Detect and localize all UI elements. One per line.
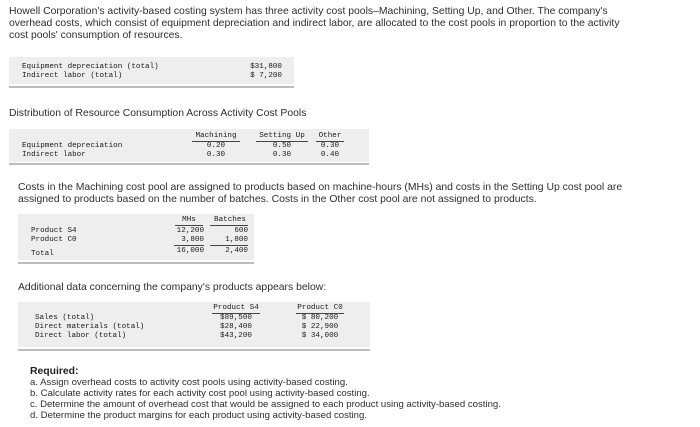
- column-header-mhs: MHs: [182, 216, 196, 224]
- product-label: Product C0: [31, 236, 77, 244]
- total-label: Total: [31, 250, 54, 258]
- additional-heading: Additional data concerning the company's products appears below:: [18, 282, 327, 293]
- costs-table-bottom-rule: [9, 86, 294, 88]
- distribution-table-bottom-rule: [9, 163, 369, 165]
- additional-cell: $89,500: [220, 314, 252, 322]
- subtotal-underline: [174, 245, 204, 246]
- distribution-cell: 0.30: [320, 142, 340, 150]
- header-underline: [210, 225, 248, 226]
- distribution-cell: 0.40: [320, 151, 340, 159]
- distribution-row-label: Equipment depreciation: [22, 142, 123, 150]
- distribution-cell: 0.30: [206, 151, 226, 159]
- activity-cell: 12,200: [176, 227, 204, 235]
- additional-table-bottom-rule: [18, 349, 370, 351]
- subtotal-underline: [210, 245, 248, 246]
- distribution-cell: 0.50: [272, 142, 292, 150]
- activity-table-bottom-rule: [18, 262, 254, 264]
- total-cell: 16,000: [176, 247, 204, 255]
- additional-cell: $ 34,000: [301, 332, 339, 340]
- column-header-batches: Batches: [214, 216, 246, 224]
- total-cell: 2,400: [225, 247, 248, 255]
- cost-value: $31,800: [250, 63, 282, 71]
- required-item-c: c. Determine the amount of overhead cost that would be assigned to each product using activity-based costing.: [30, 399, 501, 410]
- additional-row-label: Sales (total): [35, 314, 95, 322]
- required-heading: Required:: [30, 366, 79, 377]
- intro-line: overhead costs, which consist of equipment depreciation and indirect labor, are allocated to the cost pools in proportion to the activity: [9, 18, 620, 29]
- distribution-cell: 0.30: [272, 151, 292, 159]
- additional-cell: $ 80,200: [301, 314, 339, 322]
- product-label: Product S4: [31, 227, 77, 235]
- distribution-cell: 0.20: [206, 142, 226, 150]
- required-item-d: d. Determine the product margins for each product using activity-based costing.: [30, 410, 368, 421]
- required-item-b: b. Calculate activity rates for each activity cost pool using activity-based costing.: [30, 388, 370, 399]
- additional-row-label: Direct materials (total): [35, 323, 145, 331]
- assignment-line: assigned to products based on the number of batches. Costs in the Other cost pool are not assigned to products.: [18, 194, 537, 205]
- header-underline: [175, 225, 203, 226]
- additional-row-label: Direct labor (total): [35, 332, 127, 340]
- column-header-setting-up: Setting Up: [259, 132, 305, 140]
- cost-label: Equipment depreciation (total): [22, 63, 159, 71]
- additional-cell: $28,400: [220, 323, 252, 331]
- intro-line: cost pools' consumption of resources.: [9, 30, 183, 41]
- cost-value: $ 7,200: [250, 72, 282, 80]
- intro-line: Howell Corporation's activity-based costing system has three activity cost pools–Machining, Setting Up, and Other. The company's: [9, 6, 608, 17]
- additional-cell: $43,200: [220, 332, 252, 340]
- required-item-a: a. Assign overhead costs to activity cost pools using activity-based costing.: [30, 377, 348, 388]
- column-header-product-c0: Product C0: [297, 304, 343, 312]
- activity-cell: 3,800: [181, 236, 204, 244]
- assignment-line: Costs in the Machining cost pool are assigned to products based on machine-hours (MHs) and costs in the Setting Up cost pool are: [18, 182, 623, 193]
- distribution-heading: Distribution of Resource Consumption Across Activity Cost Pools: [9, 108, 307, 119]
- column-header-other: Other: [318, 132, 342, 140]
- activity-cell: 600: [234, 227, 248, 235]
- column-header-product-s4: Product S4: [213, 304, 259, 312]
- additional-cell: $ 22,900: [301, 323, 339, 331]
- cost-label: Indirect labor (total): [22, 72, 123, 80]
- column-header-machining: Machining: [195, 132, 237, 140]
- activity-cell: 1,800: [225, 236, 248, 244]
- distribution-row-label: Indirect labor: [22, 151, 86, 159]
